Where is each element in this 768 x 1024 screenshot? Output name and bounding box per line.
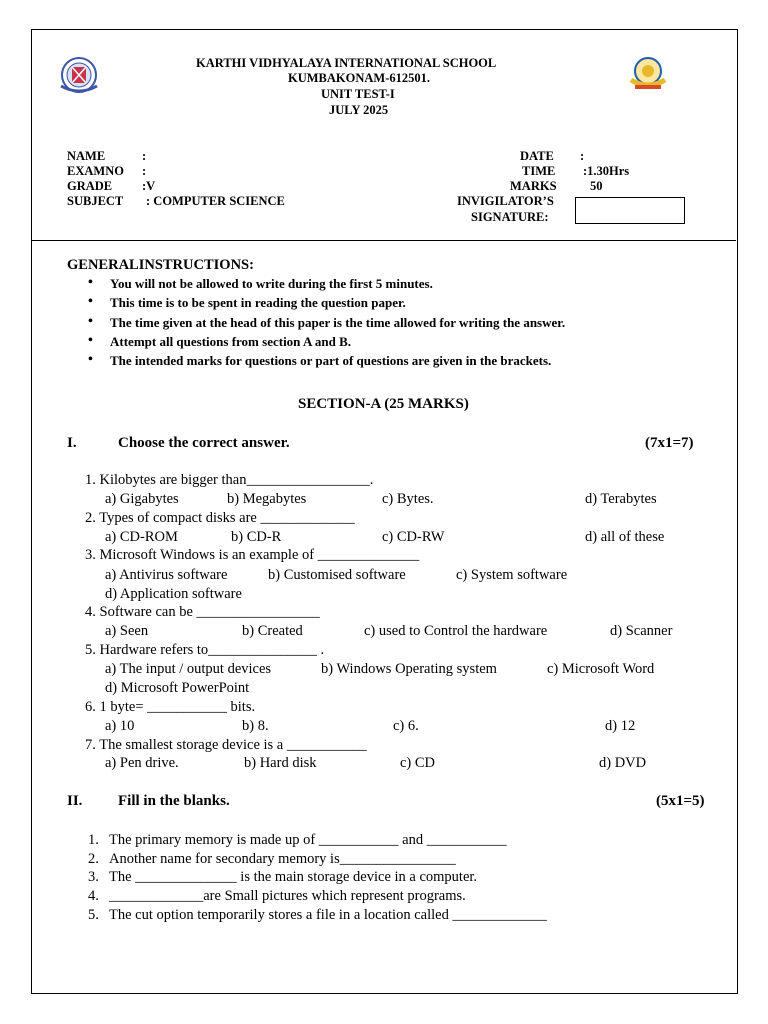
- mcq-line: a) The input / output devices: [105, 661, 272, 677]
- mcq-line: 4. Software can be _________________: [85, 604, 320, 620]
- mcq-line: d) all of these: [585, 529, 665, 545]
- part-1-heading: Choose the correct answer.: [118, 435, 290, 451]
- bullet-icon: •: [88, 352, 93, 367]
- subject-label: SUBJECT: [67, 194, 124, 208]
- blank-question: The primary memory is made up of ___________ and ___________: [109, 832, 507, 848]
- school-address: KUMBAKONAM-612501.: [288, 71, 430, 85]
- mcq-line: a) Antivirus software: [105, 567, 228, 583]
- bullet-icon: •: [88, 314, 93, 329]
- mcq-line: d) 12: [605, 718, 636, 734]
- bullet-icon: •: [88, 333, 93, 348]
- mcq-line: a) Pen drive.: [105, 755, 179, 771]
- examno-value: :: [142, 164, 147, 178]
- mcq-line: d) Scanner: [610, 623, 673, 639]
- mcq-line: 5. Hardware refers to_______________ .: [85, 642, 325, 658]
- question-paper: [31, 29, 738, 994]
- signature-label: SIGNATURE:: [471, 210, 549, 224]
- school-name: KARTHI VIDHYALAYA INTERNATIONAL SCHOOL: [196, 56, 497, 70]
- mcq-line: c) System software: [456, 567, 568, 583]
- blank-number: 4.: [88, 888, 99, 904]
- instruction-item: [88, 314, 566, 331]
- instruction-item: [88, 275, 433, 292]
- instruction-text: The time given at the head of this paper is the time allowed for writing the answer.: [110, 315, 566, 330]
- mcq-line: b) 8.: [242, 718, 269, 734]
- mcq-line: b) Customised software: [268, 567, 406, 583]
- marks-label: MARKS: [510, 179, 557, 193]
- blank-number: 1.: [88, 832, 99, 848]
- mcq-line: a) CD-ROM: [105, 529, 178, 545]
- mcq-line: a) Seen: [105, 623, 149, 639]
- mcq-line: d) Application software: [105, 586, 242, 602]
- blank-question: The cut option temporarily stores a file in a location called _____________: [109, 907, 547, 923]
- instruction-text: The intended marks for questions or part of questions are given in the brackets.: [110, 353, 552, 368]
- blank-question: _____________are Small pictures which represent programs.: [109, 888, 466, 904]
- time-value: :1.30Hrs: [583, 164, 630, 178]
- header-divider: [32, 240, 736, 241]
- mcq-line: c) used to Control the hardware: [364, 623, 548, 639]
- mcq-line: c) 6.: [393, 718, 419, 734]
- mcq-line: a) 10: [105, 718, 135, 734]
- bullet-icon: •: [88, 275, 93, 290]
- name-value: :: [142, 149, 147, 163]
- part-2-heading: Fill in the blanks.: [118, 793, 230, 809]
- blank-number: 5.: [88, 907, 99, 923]
- part-2-number: II.: [67, 793, 83, 809]
- grade-value: :V: [142, 179, 156, 193]
- blank-number: 3.: [88, 869, 99, 885]
- mcq-line: b) Created: [242, 623, 303, 639]
- instruction-text: You will not be allowed to write during the first 5 minutes.: [110, 276, 433, 291]
- blank-question: The ______________ is the main storage device in a computer.: [109, 869, 478, 885]
- bullet-icon: •: [88, 294, 93, 309]
- signature-box[interactable]: [575, 197, 685, 224]
- test-name: UNIT TEST-I: [321, 87, 395, 101]
- instruction-text: This time is to be spent in reading the question paper.: [110, 295, 406, 310]
- mcq-line: c) CD-RW: [382, 529, 445, 545]
- instruction-item: [88, 294, 406, 311]
- mcq-line: 7. The smallest storage device is a ___________: [85, 737, 367, 753]
- mcq-line: 2. Types of compact disks are _____________: [85, 510, 355, 526]
- mcq-line: 6. 1 byte= ___________ bits.: [85, 699, 256, 715]
- mcq-line: d) DVD: [599, 755, 647, 771]
- marks-value: 50: [590, 179, 603, 193]
- part-2-marks: (5x1=5): [656, 793, 705, 809]
- affiliation-seal-logo: [625, 54, 671, 92]
- mcq-line: c) Bytes.: [382, 491, 434, 507]
- instruction-text: Attempt all questions from section A and B.: [110, 334, 351, 349]
- mcq-line: 3. Microsoft Windows is an example of ______________: [85, 547, 420, 563]
- date-label: DATE: [520, 149, 554, 163]
- instruction-item: [88, 333, 351, 350]
- mcq-line: 1. Kilobytes are bigger than_________________.: [85, 472, 374, 488]
- part-1-number: I.: [67, 435, 77, 451]
- grade-label: GRADE: [67, 179, 113, 193]
- blank-number: 2.: [88, 851, 99, 867]
- mcq-line: b) Windows Operating system: [321, 661, 497, 677]
- time-label: TIME: [522, 164, 556, 178]
- mcq-line: b) Hard disk: [244, 755, 317, 771]
- school-crest-logo: [56, 56, 102, 96]
- mcq-line: c) CD: [400, 755, 436, 771]
- date-value: :: [580, 149, 585, 163]
- mcq-line: d) Terabytes: [585, 491, 657, 507]
- mcq-line: c) Microsoft Word: [547, 661, 655, 677]
- examno-label: EXAMNO: [67, 164, 124, 178]
- part-1-marks: (7x1=7): [645, 435, 694, 451]
- subject-value: : COMPUTER SCIENCE: [146, 194, 285, 208]
- instruction-item: [88, 352, 552, 369]
- section-a-title: SECTION-A (25 MARKS): [298, 396, 469, 412]
- mcq-line: d) Microsoft PowerPoint: [105, 680, 250, 696]
- mcq-line: b) CD-R: [231, 529, 282, 545]
- test-month: JULY 2025: [329, 103, 389, 117]
- name-label: NAME: [67, 149, 106, 163]
- blank-question: Another name for secondary memory is________________: [109, 851, 456, 867]
- invigilator-label: INVIGILATOR’S: [457, 194, 554, 208]
- mcq-line: b) Megabytes: [227, 491, 307, 507]
- instructions-heading: GENERALINSTRUCTIONS:: [67, 257, 254, 273]
- mcq-line: a) Gigabytes: [105, 491, 179, 507]
